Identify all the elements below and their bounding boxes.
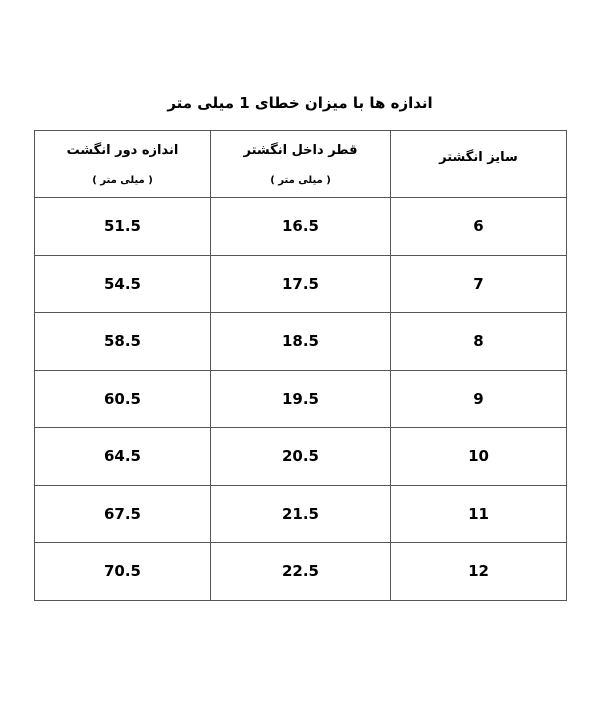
cell-size: 9	[391, 370, 567, 428]
table-row	[35, 198, 567, 256]
page-title: اندازه ها با میزان خطای 1 میلی متر	[167, 94, 433, 112]
header-inner-diameter	[211, 131, 391, 198]
cell-circumference: 67.5	[35, 485, 211, 543]
cell-diameter: 18.5	[211, 313, 391, 371]
cell-diameter: 17.5	[211, 255, 391, 313]
cell-size: 10	[391, 428, 567, 486]
header-finger-circumference-label: اندازه دور انگشت	[66, 143, 179, 158]
header-ring-size-label: سایز انگشتر	[439, 150, 518, 165]
cell-circumference: 58.5	[35, 313, 211, 371]
table-row	[35, 370, 567, 428]
cell-size: 7	[391, 255, 567, 313]
cell-circumference: 60.5	[35, 370, 211, 428]
cell-size: 6	[391, 198, 567, 256]
cell-size: 12	[391, 543, 567, 601]
header-finger-circumference	[35, 131, 211, 198]
cell-circumference: 70.5	[35, 543, 211, 601]
cell-circumference: 64.5	[35, 428, 211, 486]
table-row	[35, 428, 567, 486]
cell-circumference: 54.5	[35, 255, 211, 313]
header-inner-diameter-label: قطر داخل انگشتر	[243, 143, 358, 158]
header-ring-size	[391, 131, 567, 198]
table-row	[35, 543, 567, 601]
cell-diameter: 16.5	[211, 198, 391, 256]
table-row	[35, 485, 567, 543]
cell-diameter: 20.5	[211, 428, 391, 486]
header-inner-diameter-unit: ( میلی متر )	[270, 175, 331, 186]
header-row	[35, 131, 567, 198]
cell-diameter: 19.5	[211, 370, 391, 428]
cell-size: 8	[391, 313, 567, 371]
table-row	[35, 313, 567, 371]
cell-diameter: 21.5	[211, 485, 391, 543]
cell-circumference: 51.5	[35, 198, 211, 256]
table-row	[35, 255, 567, 313]
cell-size: 11	[391, 485, 567, 543]
ring-size-table	[34, 130, 567, 601]
cell-diameter: 22.5	[211, 543, 391, 601]
header-finger-circumference-unit: ( میلی متر )	[92, 175, 153, 186]
